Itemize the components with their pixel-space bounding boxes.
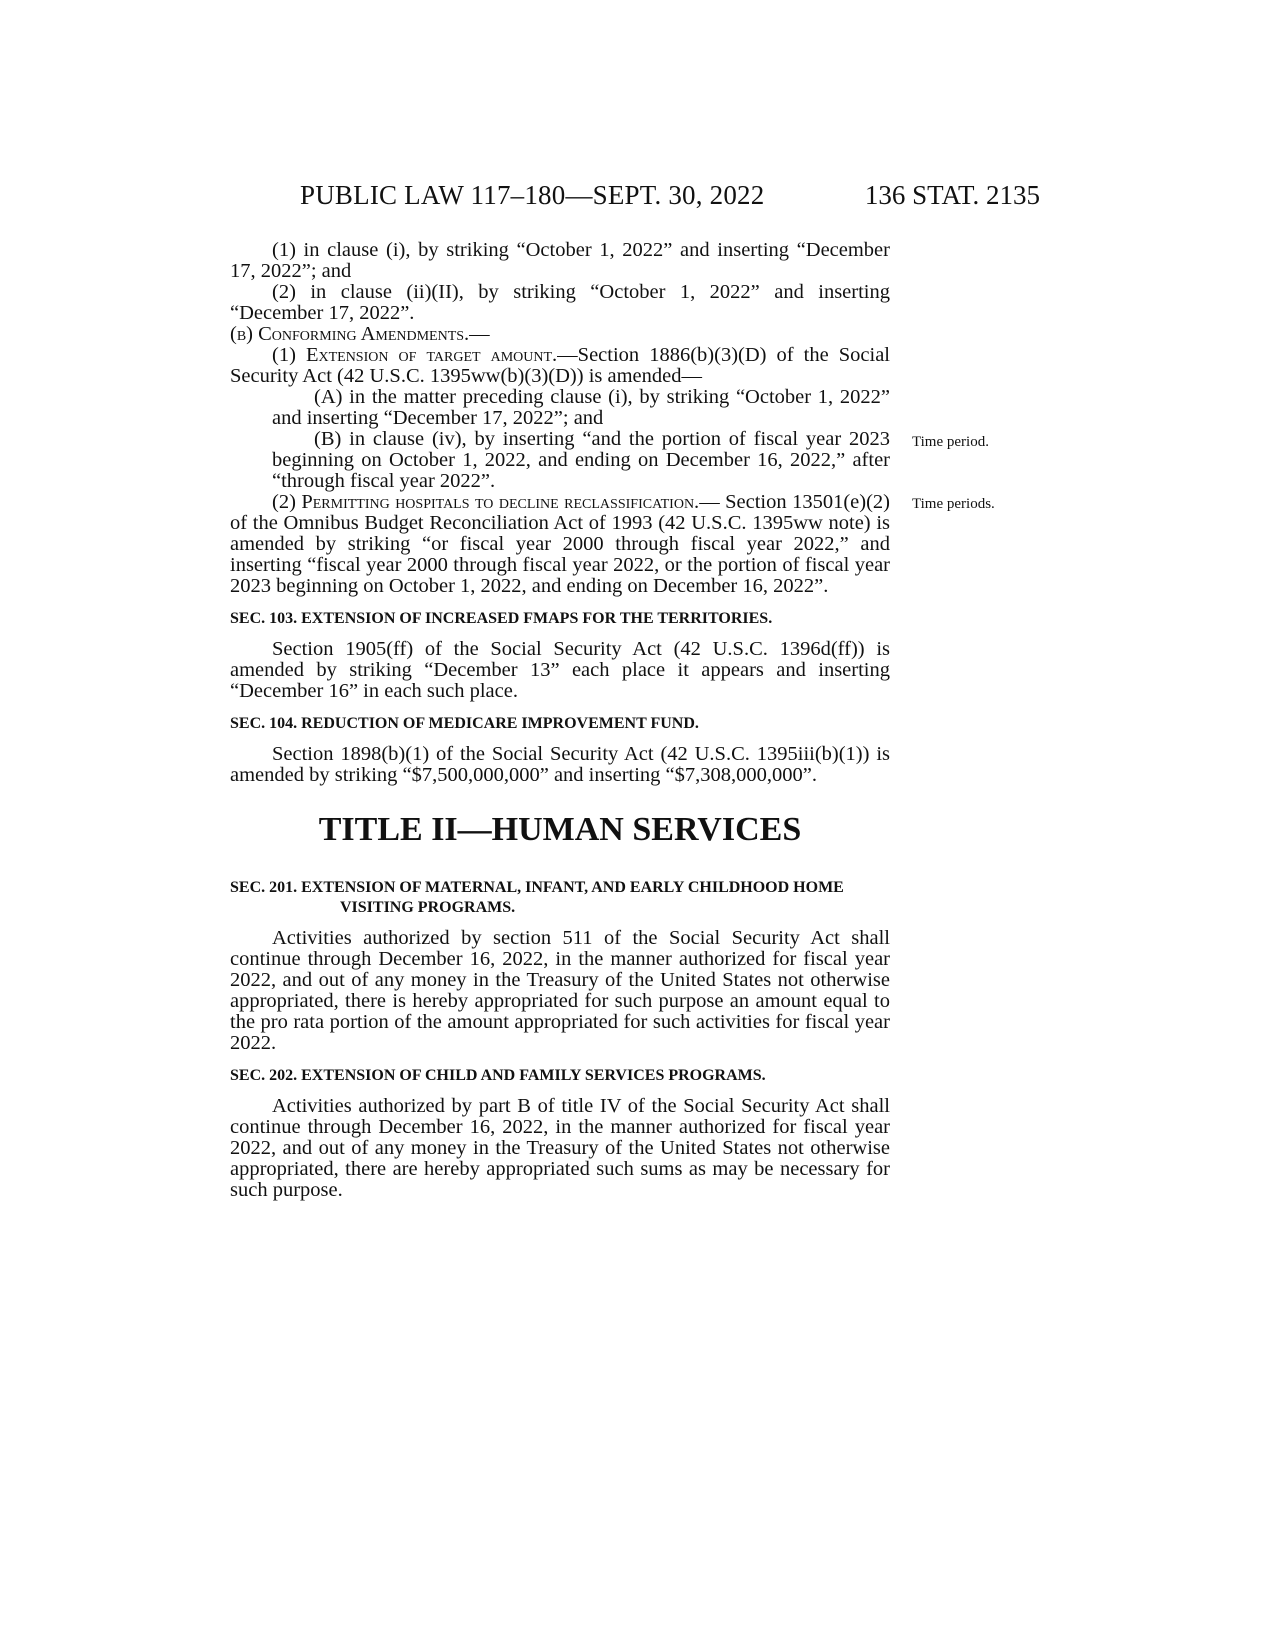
section-text: Section 1905(ff) of the Social Security Act (42 U.S.C. 1396d(ff)) is amended by striking “December 13” each place it appears and inserting “December 16” in each such place. [230,638,890,702]
statute-page-number: 136 STAT. 2135 [864,180,1040,210]
paragraph: (2) in clause (ii)(II), by striking “October 1, 2022” and inserting “December 17, 2022”. [230,281,890,324]
running-head-title: PUBLIC LAW 117–180—SEPT. 30, 2022 [300,180,765,210]
section-heading: SEC. 103. EXTENSION OF INCREASED FMAPS FOR THE TERRITORIES. [230,610,773,627]
paragraph: (B) in clause (iv), by inserting “and the portion of fiscal year 2023 beginning on October 1, 2022, and ending on December 16, 2022,” after “through fiscal year 2022”. [272,428,890,492]
section-text: Activities authorized by part B of title IV of the Social Security Act shall continue through December 16, 2022, in the manner authorized for fiscal year 2022, and out of any money in the Treasury of the United States not otherwise appropriated, there are hereby appropriated such sums as may be necessary for such purpose. [230,1095,890,1201]
paragraph-text: — Section 13501(e)(2) of the Omnibus Budget Reconciliation Act of 1993 (42 U.S.C. 1395ww note) is amended by striking “or fiscal year 2000 through fiscal year 2022,” and inserting “fiscal year 2000 through fiscal year 2022, or the portion of fiscal year 2023 beginning on October 1, 2022, and ending on December 16, 2022”. [230,491,890,597]
margin-note: Time periods. [912,496,995,512]
paragraph-text: —Section 1886(b)(3)(D) of the Social Security Act (42 U.S.C. 1395ww(b)(3)(D)) is amended— [230,344,890,387]
section-heading: SEC. 202. EXTENSION OF CHILD AND FAMILY SERVICES PROGRAMS. [230,1067,766,1084]
section-text: Section 1898(b)(1) of the Social Security Act (42 U.S.C. 1395iii(b)(1)) is amended by striking “$7,500,000,000” and inserting “$7,308,000,000”. [230,743,890,786]
paragraph-heading: (2) Permitting hospitals to decline reclassification. [272,491,700,513]
paragraph: (A) in the matter preceding clause (i), by striking “October 1, 2022” and inserting “December 17, 2022”; and [272,386,890,429]
paragraph [230,345,890,387]
section-heading: SEC. 104. REDUCTION OF MEDICARE IMPROVEMENT FUND. [230,715,699,732]
paragraph-heading: (1) Extension of target amount. [272,344,558,366]
title-heading: TITLE II—HUMAN SERVICES [318,811,802,848]
section-text: Activities authorized by section 511 of the Social Security Act shall continue through December 16, 2022, in the manner authorized for fiscal year 2022, and out of any money in the Treasury of the United States not otherwise appropriated, there is hereby appropriated for such purpose an amount equal to the pro rata portion of the amount appropriated for such activities for fiscal year 2022. [230,927,890,1054]
subsection-heading: (b) Conforming Amendments.— [230,323,490,345]
section-heading: SEC. 201. EXTENSION OF MATERNAL, INFANT, AND EARLY CHILDHOOD HOME VISITING PROGRAMS. [230,879,844,916]
page-body [230,240,890,1201]
paragraph: (1) in clause (i), by striking “October 1, 2022” and inserting “December 17, 2022”; and [230,239,890,282]
margin-note: Time period. [912,434,989,450]
paragraph [230,492,890,597]
page-header [300,180,1040,220]
